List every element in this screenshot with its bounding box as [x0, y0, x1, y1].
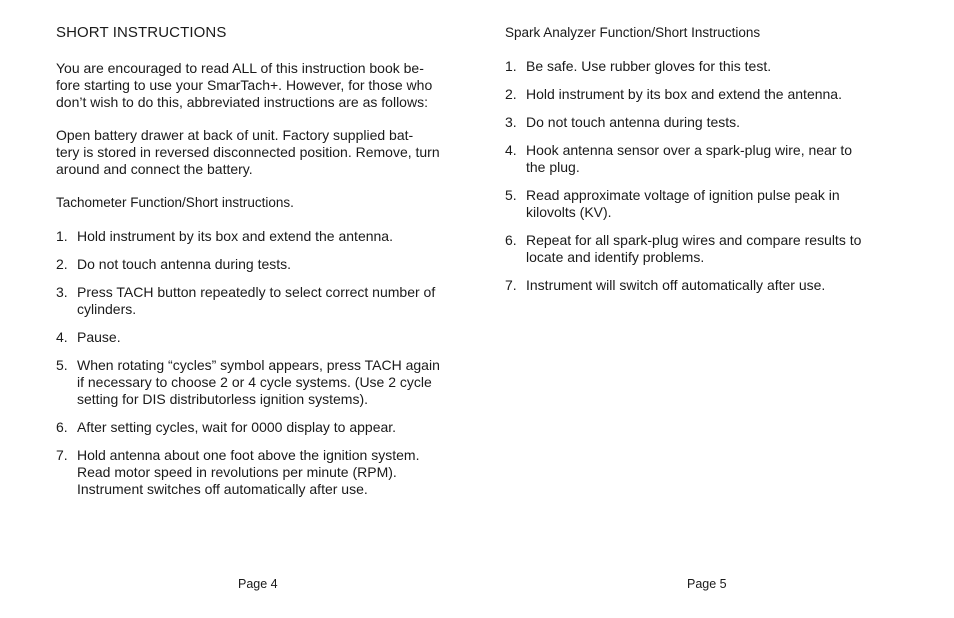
step-text-line: When rotating “cycles” symbol appears, press TACH again: [77, 357, 440, 373]
step-item: [56, 228, 456, 245]
step-text-line: setting for DIS distributorless ignition systems).: [77, 391, 368, 407]
step-item: [505, 142, 885, 176]
step-number: 2.: [505, 86, 517, 102]
step-number: 1.: [505, 58, 517, 74]
step-number: 2.: [56, 256, 68, 272]
step-number: 3.: [505, 114, 517, 130]
step-text-line: Do not touch antenna during tests.: [526, 114, 741, 130]
step-item: [56, 357, 456, 408]
page-heading: SHORT INSTRUCTIONS: [56, 24, 227, 41]
step-item: [56, 329, 456, 346]
step-text-line: cylinders.: [77, 301, 137, 317]
step-number: 6.: [505, 232, 517, 248]
step-text-line: Instrument will switch off automatically after use.: [526, 277, 826, 293]
step-number: 4.: [56, 329, 68, 345]
step-number: 5.: [505, 187, 517, 203]
step-text-line: if necessary to choose 2 or 4 cycle systems. (Use 2 cycle: [77, 374, 432, 390]
tach-steps-list: [56, 228, 456, 509]
step-text-line: After setting cycles, wait for 0000 display to appear.: [77, 419, 397, 435]
step-text-line: kilovolts (KV).: [526, 204, 612, 220]
step-number: 7.: [56, 447, 68, 463]
right-page: [505, 0, 885, 618]
step-item: [56, 419, 456, 436]
battery-paragraph: [56, 127, 446, 178]
step-text-line: the plug.: [526, 159, 580, 175]
step-number: 1.: [56, 228, 68, 244]
step-text-line: Instrument switches off automatically after use.: [77, 481, 368, 497]
page-number: Page 5: [687, 577, 727, 591]
left-page: [56, 0, 446, 618]
step-item: [505, 277, 885, 294]
step-text-line: Hold antenna about one foot above the ignition system.: [77, 447, 420, 463]
step-text-line: Be safe. Use rubber gloves for this test.: [526, 58, 772, 74]
step-item: [56, 256, 456, 273]
step-item: [505, 232, 885, 266]
step-text-line: Read motor speed in revolutions per minute (RPM).: [77, 464, 397, 480]
step-item: [505, 86, 885, 103]
step-number: 4.: [505, 142, 517, 158]
step-text-line: Hold instrument by its box and extend the antenna.: [77, 228, 393, 244]
tach-section-title: Tachometer Function/Short instructions.: [56, 195, 294, 210]
step-number: 6.: [56, 419, 68, 435]
spark-steps-list: [505, 58, 885, 305]
step-number: 3.: [56, 284, 68, 300]
spark-section-title: Spark Analyzer Function/Short Instructions: [505, 25, 761, 40]
step-item: [505, 187, 885, 221]
step-text-line: Repeat for all spark-plug wires and compare results to: [526, 232, 862, 248]
step-item: [56, 284, 456, 318]
step-text-line: Hold instrument by its box and extend the antenna.: [526, 86, 842, 102]
step-item: [505, 114, 885, 131]
step-text-line: Read approximate voltage of ignition pulse peak in: [526, 187, 840, 203]
battery-line: around and connect the battery.: [56, 161, 253, 177]
step-number: 7.: [505, 277, 517, 293]
step-item: [505, 58, 885, 75]
step-text-line: Do not touch antenna during tests.: [77, 256, 292, 272]
battery-line: tery is stored in reversed disconnected position. Remove, turn: [56, 144, 440, 160]
battery-line: Open battery drawer at back of unit. Factory supplied bat-: [56, 127, 414, 143]
intro-line: don’t wish to do this, abbreviated instructions are as follows:: [56, 94, 428, 110]
intro-line: fore starting to use your SmarTach+. However, for those who: [56, 77, 433, 93]
step-number: 5.: [56, 357, 68, 373]
step-text-line: Press TACH button repeatedly to select correct number of: [77, 284, 436, 300]
page-number: Page 4: [238, 577, 278, 591]
intro-paragraph: [56, 60, 446, 111]
step-text-line: Pause.: [77, 329, 121, 345]
step-text-line: locate and identify problems.: [526, 249, 705, 265]
step-item: [56, 447, 456, 498]
step-text-line: Hook antenna sensor over a spark-plug wire, near to: [526, 142, 853, 158]
intro-line: You are encouraged to read ALL of this instruction book be-: [56, 60, 424, 76]
